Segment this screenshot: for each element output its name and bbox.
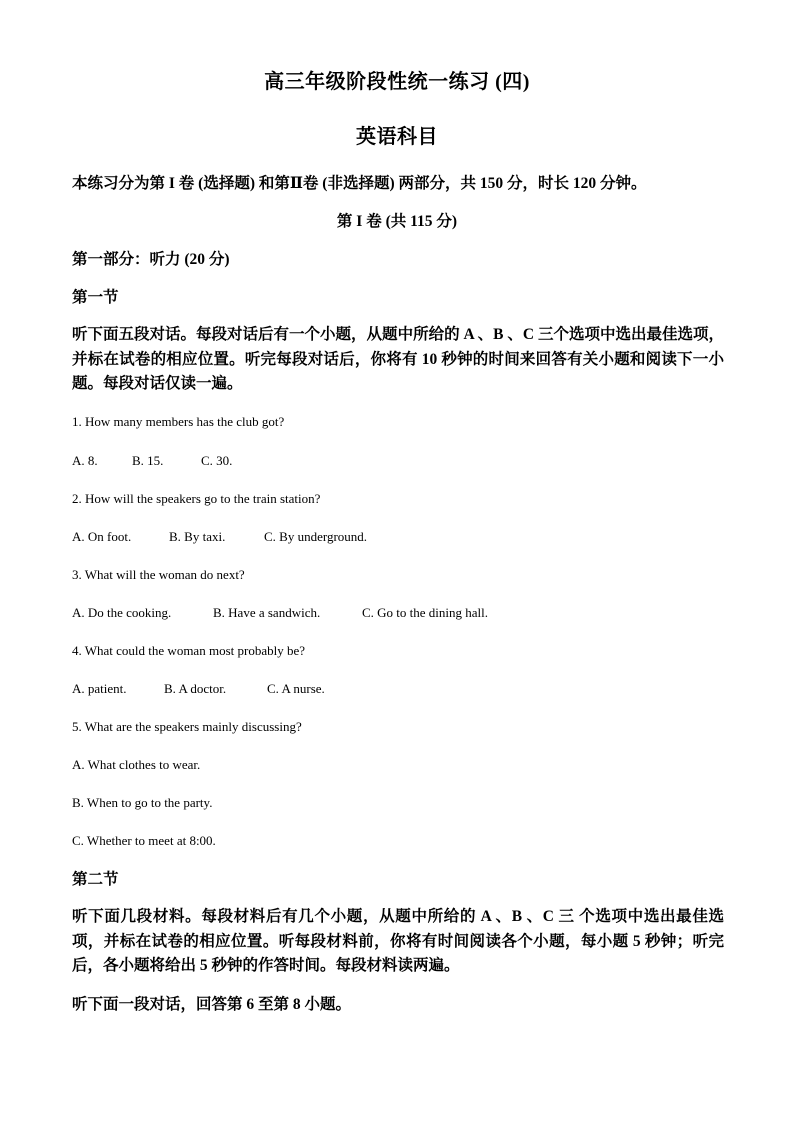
option-b[interactable]: B. By taxi. <box>169 529 226 544</box>
question-1-stem: 1. How many members has the club got? <box>72 414 285 429</box>
section2-instructions: 听下面几段材料。每段材料后有几个小题，从题中所给的 A 、B 、C 三 个选项中选出最佳选项，并标在试卷的相应位置。听每段材料前，你将有时间阅读各个小题，每小题 5 秒钟；听完后，各小题将给出 5 秒钟的作答时间。每段材料读两遍。 <box>72 908 724 974</box>
volume1-heading: 第 I 卷 (共 115 分) <box>336 213 458 230</box>
option-b[interactable]: B. 15. <box>132 453 164 468</box>
question-5-option-a[interactable]: A. What clothes to wear. <box>72 757 201 772</box>
option-a[interactable]: A. Do the cooking. <box>72 605 172 620</box>
part1-heading: 第一部分：听力 (20 分) <box>72 251 230 268</box>
question-3-stem: 3. What will the woman do next? <box>72 567 245 582</box>
option-a[interactable]: A. On foot. <box>72 529 132 544</box>
dialogue-intro: 听下面一段对话，回答第 6 至第 8 小题。 <box>72 996 352 1013</box>
exam-intro: 本练习分为第 I 卷 (选择题) 和第Ⅱ卷 (非选择题) 两部分，共 150 分，时长 120 分钟。 <box>72 175 647 192</box>
question-4-stem: 4. What could the woman most probably be? <box>72 643 305 658</box>
option-a[interactable]: A. patient. <box>72 681 127 696</box>
option-c[interactable]: C. By underground. <box>264 529 368 544</box>
section1-heading: 第一节 <box>72 289 119 306</box>
option-c[interactable]: C. A nurse. <box>267 681 325 696</box>
option-c[interactable]: C. 30. <box>201 453 233 468</box>
option-b[interactable]: B. A doctor. <box>164 681 227 696</box>
question-5-option-b[interactable]: B. When to go to the party. <box>72 795 213 810</box>
option-c[interactable]: C. Go to the dining hall. <box>362 605 489 620</box>
question-5-stem: 5. What are the speakers mainly discussing? <box>72 719 302 734</box>
question-2-stem: 2. How will the speakers go to the train station? <box>72 491 321 506</box>
subject-title: 英语科目 <box>356 126 438 148</box>
section1-instructions: 听下面五段对话。每段对话后有一个小题，从题中所给的 A 、B 、C 三个选项中选出最佳选项，并标在试卷的相应位置。听完每段对话后，你将有 10 秒钟的时间来回答有关小题和阅读下一小题。每段对话仅读一遍。 <box>72 326 724 392</box>
section2-heading: 第二节 <box>72 871 119 888</box>
option-b[interactable]: B. Have a sandwich. <box>213 605 321 620</box>
option-a[interactable]: A. 8. <box>72 453 98 468</box>
exam-title: 高三年级阶段性统一练习 (四) <box>264 71 530 93</box>
question-5-option-c[interactable]: C. Whether to meet at 8:00. <box>72 833 216 848</box>
